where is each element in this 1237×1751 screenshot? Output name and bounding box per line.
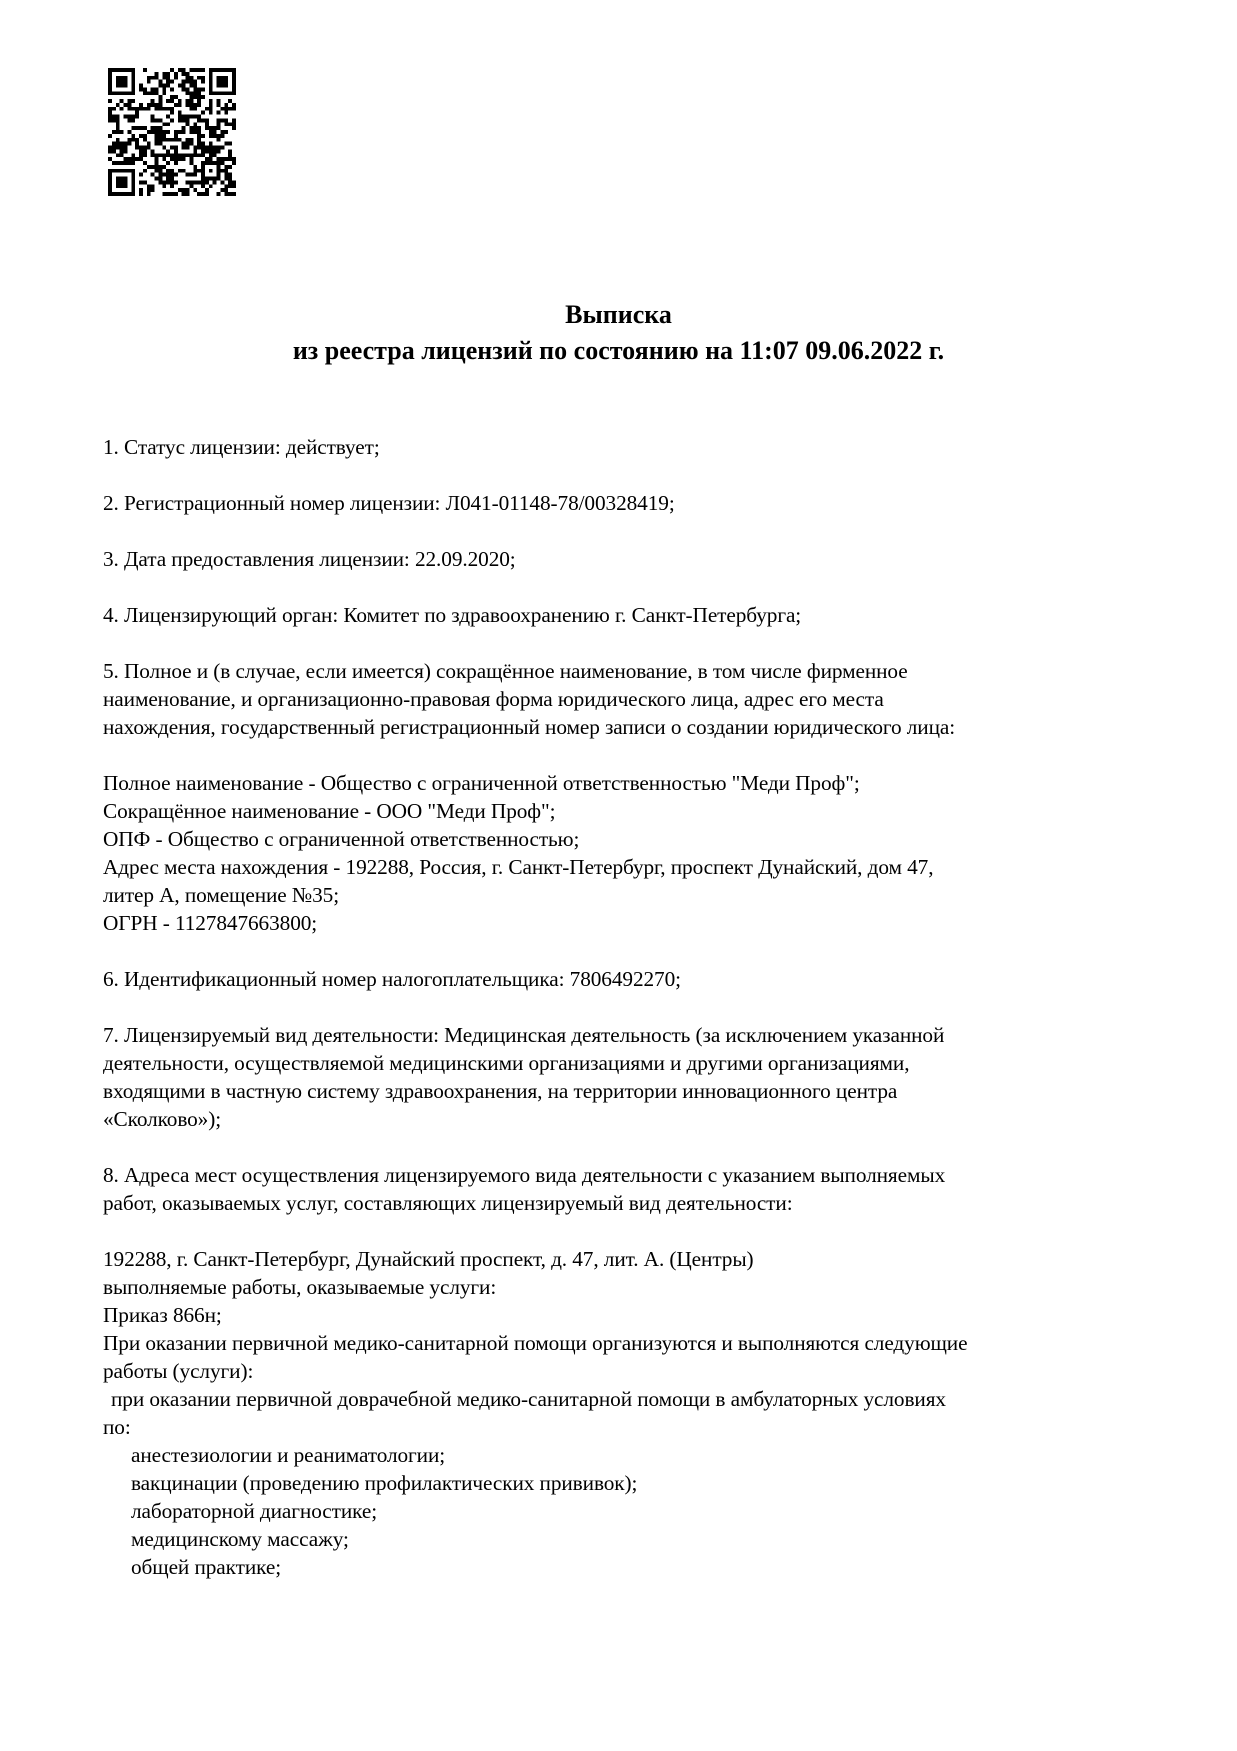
document-subtitle: из реестра лицензий по состоянию на 11:07 09.06.2022 г. (292, 336, 945, 365)
text-line: деятельности, осуществляемой медицинскими организациями и другими организациями, (103, 1051, 910, 1075)
text-line: 8. Адреса мест осуществления лицензируемого вида деятельности с указанием выполняемых (103, 1163, 946, 1187)
text-line: по: (103, 1415, 131, 1439)
text-line: работ, оказываемых услуг, составляющих лицензируемый вид деятельности: (103, 1191, 793, 1215)
text-line: при оказании первичной доврачебной медико-санитарной помощи в амбулаторных условиях (111, 1387, 946, 1411)
qr-code-icon (108, 68, 236, 196)
short-name: Сокращённое наименование - ООО "Меди Проф"; (103, 799, 556, 823)
full-name: Полное наименование - Общество с ограниченной ответственностью "Меди Проф"; (103, 771, 860, 795)
service-item: медицинскому массажу; (131, 1527, 349, 1551)
license-status: 1. Статус лицензии: действует; (103, 435, 380, 459)
service-item: анестезиологии и реаниматологии; (131, 1443, 446, 1467)
address-block (103, 1245, 1163, 1581)
service-item: лабораторной диагностике; (131, 1499, 378, 1523)
inn: 6. Идентификационный номер налогоплательщика: 7806492270; (103, 967, 681, 991)
licensing-body: 4. Лицензирующий орган: Комитет по здравоохранению г. Санкт-Петербурга; (103, 603, 802, 627)
license-reg-number: 2. Регистрационный номер лицензии: Л041-01148-78/00328419; (103, 491, 675, 515)
item8-paragraph (103, 1161, 1163, 1217)
address: Адрес места нахождения - 192288, Россия, г. Санкт-Петербург, проспект Дунайский, дом 47, (103, 855, 934, 879)
organization-details (103, 769, 1163, 937)
document-body (103, 433, 1163, 1609)
service-item: общей практике; (131, 1555, 282, 1579)
document-title: Выписка (565, 300, 672, 329)
address-cont: литер А, помещение №35; (103, 883, 340, 907)
text-line: входящими в частную систему здравоохранения, на территории инновационного центра (103, 1079, 898, 1103)
item5-paragraph (103, 657, 1163, 741)
text-line: работы (услуги): (103, 1359, 254, 1383)
license-issue-date: 3. Дата предоставления лицензии: 22.09.2020; (103, 547, 516, 571)
legal-form: ОПФ - Общество с ограниченной ответственностью; (103, 827, 580, 851)
text-line: нахождения, государственный регистрационный номер записи о создании юридического лица: (103, 715, 956, 739)
service-address: 192288, г. Санкт-Петербург, Дунайский проспект, д. 47, лит. А. (Центры) (103, 1247, 754, 1271)
text-line: наименование, и организационно-правовая форма юридического лица, адрес его места (103, 687, 884, 711)
licensed-activity (103, 1021, 1163, 1133)
order-ref: Приказ 866н; (103, 1303, 222, 1327)
text-line: 7. Лицензируемый вид деятельности: Медицинская деятельность (за исключением указанной (103, 1023, 945, 1047)
works-label: выполняемые работы, оказываемые услуги: (103, 1275, 497, 1299)
ogrn: ОГРН - 1127847663800; (103, 911, 318, 935)
text-line: При оказании первичной медико-санитарной помощи организуются и выполняются следующие (103, 1331, 968, 1355)
text-line: «Сколково»); (103, 1107, 222, 1131)
text-line: 5. Полное и (в случае, если имеется) сокращённое наименование, в том числе фирменное (103, 659, 908, 683)
service-item: вакцинации (проведению профилактических прививок); (131, 1471, 638, 1495)
